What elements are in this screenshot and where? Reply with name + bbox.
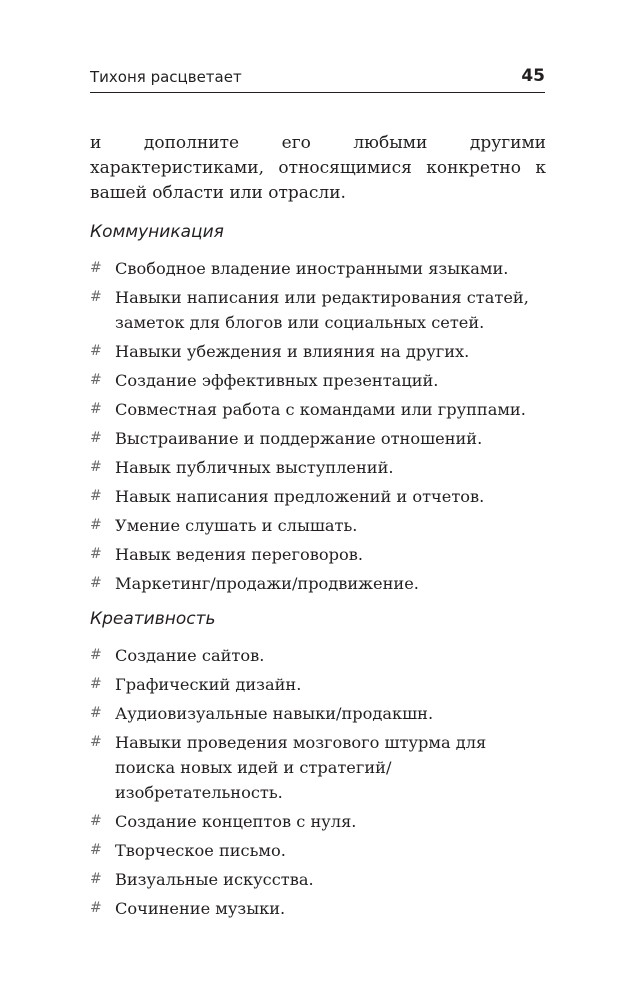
hash-bullet-icon: # <box>90 372 102 388</box>
page-number: 45 <box>521 66 545 86</box>
list-item: # Навыки написания или редактирования статей, заметок для блогов или социальных сетей. <box>90 285 546 335</box>
list-item: # Навыки убеждения и влияния на других. <box>90 339 546 364</box>
list-item: # Сочинение музыки. <box>90 896 546 921</box>
communication-list <box>90 256 546 600</box>
running-header <box>90 64 545 93</box>
section-heading-communication: Коммуникация <box>90 222 224 242</box>
hash-bullet-icon: # <box>90 871 102 887</box>
hash-bullet-icon: # <box>90 575 102 591</box>
hash-bullet-icon: # <box>90 813 102 829</box>
list-item: # Навыки проведения мозгового штурма для поиска новых идей и стратегий/изобретательность. <box>90 730 546 805</box>
list-item: # Выстраивание и поддержание отношений. <box>90 426 546 451</box>
list-item: # Навык ведения переговоров. <box>90 542 546 567</box>
hash-bullet-icon: # <box>90 260 102 276</box>
running-title: Тихоня расцветает <box>90 68 242 86</box>
list-item: # Навык публичных выступлений. <box>90 455 546 480</box>
hash-bullet-icon: # <box>90 517 102 533</box>
creativity-list <box>90 643 546 925</box>
list-item: # Создание концептов с нуля. <box>90 809 546 834</box>
list-item: # Творческое письмо. <box>90 838 546 863</box>
list-item: # Создание эффективных презентаций. <box>90 368 546 393</box>
hash-bullet-icon: # <box>90 289 102 305</box>
list-item: # Свободное владение иностранными языками. <box>90 256 546 281</box>
hash-bullet-icon: # <box>90 647 102 663</box>
hash-bullet-icon: # <box>90 459 102 475</box>
section-heading-creativity: Креативность <box>90 609 216 629</box>
hash-bullet-icon: # <box>90 676 102 692</box>
list-item: # Совместная работа с командами или группами. <box>90 397 546 422</box>
hash-bullet-icon: # <box>90 705 102 721</box>
hash-bullet-icon: # <box>90 430 102 446</box>
hash-bullet-icon: # <box>90 546 102 562</box>
list-item: # Маркетинг/продажи/продвижение. <box>90 571 546 596</box>
hash-bullet-icon: # <box>90 900 102 916</box>
hash-bullet-icon: # <box>90 488 102 504</box>
hash-bullet-icon: # <box>90 734 102 750</box>
list-item: # Аудиовизуальные навыки/продакшн. <box>90 701 546 726</box>
list-item: # Умение слушать и слышать. <box>90 513 546 538</box>
list-item: # Создание сайтов. <box>90 643 546 668</box>
intro-paragraph: и дополните его любыми другими характеристиками, относящимися конкретно к вашей области или отрасли. <box>90 133 546 203</box>
list-item: # Навык написания предложений и отчетов. <box>90 484 546 509</box>
hash-bullet-icon: # <box>90 343 102 359</box>
hash-bullet-icon: # <box>90 842 102 858</box>
list-item: # Графический дизайн. <box>90 672 546 697</box>
hash-bullet-icon: # <box>90 401 102 417</box>
list-item: # Визуальные искусства. <box>90 867 546 892</box>
